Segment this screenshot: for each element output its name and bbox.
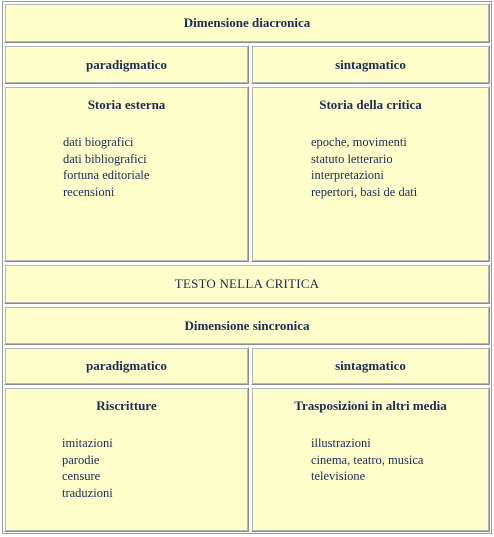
sincronica-sintagmatico-label: sintagmatico (335, 358, 406, 373)
riscritture-list (62, 435, 113, 501)
storia-critica-list (311, 134, 417, 200)
list-item: parodie (62, 452, 100, 467)
diacronica-sintagmatico-cell (251, 45, 490, 84)
list-item: dati biografici (63, 135, 134, 149)
riscritture-cell (4, 387, 249, 532)
diacronica-title: Dimensione diacronica (183, 15, 311, 30)
riscritture-title: Riscritture (96, 398, 157, 413)
list-item: imitazioni (62, 436, 113, 450)
list-item: epoche, movimenti (311, 135, 407, 149)
storia-esterna-title: Storia esterna (87, 97, 166, 112)
sincronica-paradigmatico-label: paradigmatico (86, 358, 167, 373)
diacronica-sintagmatico-label: sintagmatico (335, 56, 406, 72)
list-item: dati bibliografici (63, 151, 147, 166)
testo-critica-title: TESTO NELLA CRITICA (174, 276, 320, 291)
storia-esterna-list (63, 134, 149, 200)
diacronica-paradigmatico-cell (4, 45, 249, 84)
list-item: statuto letterario (311, 151, 393, 166)
storia-critica-cell (251, 86, 490, 262)
list-item: cinema, teatro, musica (311, 452, 424, 467)
diacronica-paradigmatico-label: paradigmatico (86, 56, 167, 72)
storia-esterna-cell (4, 86, 249, 262)
sincronica-paradigmatico-cell (4, 347, 249, 385)
trasposizioni-title: Trasposizioni in altri media (294, 398, 447, 413)
sincronica-title: Dimensione sincronica (184, 317, 310, 333)
sincronica-sintagmatico-cell (251, 347, 490, 385)
list-item: repertori, basi de dati (311, 184, 418, 199)
trasposizioni-list (311, 435, 423, 485)
list-item: censure (62, 469, 101, 483)
diacronica-header-cell (4, 3, 490, 43)
list-item: illustrazioni (311, 436, 371, 450)
testo-critica-cell (4, 264, 490, 304)
trasposizioni-cell (251, 387, 490, 532)
sincronica-header-cell (4, 306, 490, 345)
list-item: fortuna editoriale (63, 168, 150, 182)
storia-critica-title: Storia della critica (319, 97, 422, 112)
list-item: interpretazioni (311, 168, 384, 182)
list-item: traduzioni (62, 485, 113, 500)
list-item: recensioni (63, 184, 115, 199)
list-item: televisione (311, 469, 366, 483)
